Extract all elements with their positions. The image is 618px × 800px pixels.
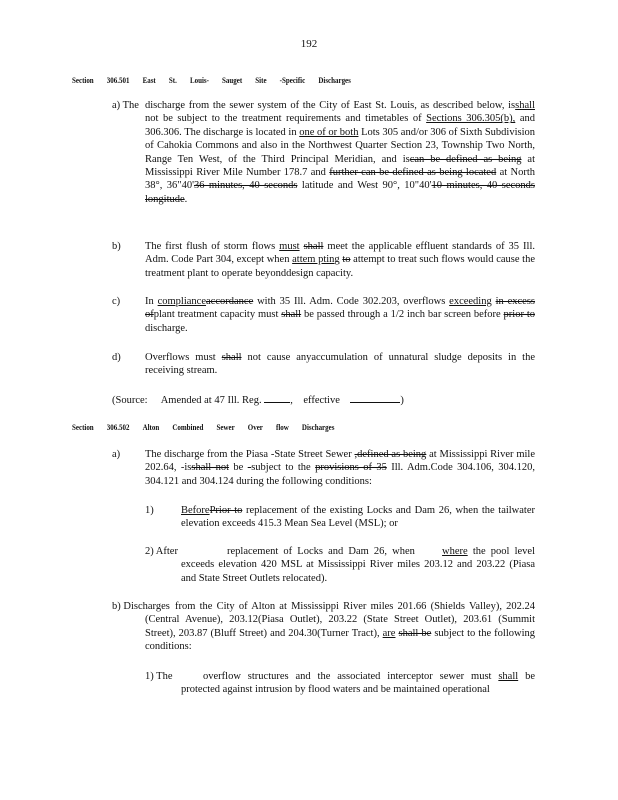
sub-502-a-marker: a) (112, 449, 121, 460)
text-run: overflow structures and the associated interceptor sewer must (203, 671, 499, 682)
text-run: discharge from the sewer system of the City of East St. Louis, as described below, is (145, 100, 516, 111)
paragraph-501-d (145, 351, 535, 378)
text-run: Ill. Adm.Code 304.106, 304.120, 304.121 and 304.124 during the following conditions: (145, 462, 536, 487)
deleted-text: shall be (398, 627, 432, 639)
deleted-text: in excess of (145, 296, 536, 321)
paragraph-501-c (145, 295, 535, 335)
inserted-text: shall (515, 100, 535, 111)
deleted-text: accordance (206, 296, 254, 307)
deleted-text: shall (281, 309, 302, 321)
deleted-text: can be defined as being (409, 153, 522, 165)
section-306-502-heading: Section 306.502 Alton Combined Sewer Over flow Discharges (72, 422, 335, 432)
text-run: replacement of Locks and Dam 26, when (227, 546, 421, 557)
inserted-text: must (279, 241, 300, 252)
paragraph-501-a (145, 99, 535, 206)
text-run: attempt to treat such flows would cause the treatment plant to operate beyonddesign capacity. (145, 254, 535, 279)
text-run: The discharge from the Piasa -State Street Sewer (145, 449, 355, 460)
text-run: the pool level exceeds elevation 420 MSL at Mississippi River miles 203.12 and 203.22 (Piasa and State Street Outlets relocated). (181, 546, 535, 584)
paragraph-502-b (145, 600, 535, 654)
reg-blank (264, 393, 290, 403)
sub-502-b-marker: b) Discharges (112, 601, 170, 612)
text-run: In (145, 296, 158, 307)
deleted-text: - (247, 462, 252, 474)
text-run: Lots 305 and/or 306 of Sixth Subdivision of Cahokia Commons and also in the Northwest Quarter Section 23, Township Two North, Range Ten West, of the Third Principal Meridian, and is (145, 126, 536, 165)
text-run: plant treatment capacity must (153, 309, 282, 321)
text-run: be (229, 462, 248, 474)
deleted-text: shall (303, 241, 324, 252)
sub-a-marker: a) The (112, 100, 139, 111)
inserted-text: attem pting (292, 254, 340, 266)
deleted-text: shall not (191, 462, 230, 474)
text-run: at Mississippi River Mile Number 178.7 and (145, 153, 535, 179)
effective-date-blank (350, 393, 400, 403)
text-run: replacement of the existing Locks and Dam 26, when the tailwater elevation exceeds 415.3 Mean Sea Level (MSL); or (181, 505, 536, 530)
inserted-text: shall (498, 671, 519, 682)
sub-502-a1-marker: 1) (145, 505, 154, 516)
inserted-text: compliance (157, 296, 207, 307)
paragraph-502-b1 (181, 670, 535, 697)
deleted-text: ,defined as being (354, 449, 427, 460)
sub-c-marker: c) (112, 296, 121, 307)
text-run: latitude and West 90°, 10"40' (297, 180, 432, 192)
deleted-text: provisions of 35 (315, 462, 387, 474)
deleted-text: longitude (145, 193, 185, 205)
inserted-text: one of or both (299, 126, 359, 138)
text-run: with 35 Ill. Adm. Code 302.203, overflows (253, 296, 450, 307)
inserted-text: Before (181, 505, 210, 516)
text-run: be passed through a 1/2 inch bar screen before (301, 309, 504, 321)
sub-b-marker: b) (112, 241, 121, 252)
deleted-text: 36 minutes, 40 seconds (193, 180, 298, 192)
source-note: (Source: Amended at 47 Ill. Reg. , effective ) (112, 395, 404, 406)
deleted-text: 10 minutes, 40 seconds (431, 180, 535, 192)
section-306-501-heading: Section 306.501 East St. Louis- Sauget Site -Specific Discharges (72, 75, 351, 85)
sub-502-b1-marker: 1) The (145, 671, 173, 682)
inserted-text: are (382, 627, 396, 639)
text-run: subject to the following conditions: (145, 627, 536, 653)
text-run: The first flush of storm flows (145, 241, 280, 252)
text-run: at Mississippi River mile 202.64, -is (145, 449, 535, 474)
paragraph-502-a (145, 448, 535, 488)
inserted-text: Sections 306.305(b), (426, 113, 516, 125)
sub-502-a2-marker: 2) After (145, 546, 178, 557)
paragraph-501-b (145, 240, 535, 280)
sub-d-marker: d) (112, 352, 121, 363)
text-run: at North 38°, 36"40' (145, 167, 535, 192)
text-run: Overflows must (145, 352, 222, 363)
text-run: . (184, 193, 188, 205)
text-run: not be subject to the treatment requirements and timetables of (145, 113, 427, 125)
inserted-text: exceeding (449, 296, 492, 307)
text-run: subject to the (251, 462, 316, 474)
page-number: 192 (300, 38, 318, 50)
text-run: from the City of Alton at Mississippi River miles 201.66 (Shields Valley), 202.24 (Central Avenue), 203.12(Piasa Outlet), 203.22 (State Street Outlet), 203.61 (Summit Street), 203.87 (Bluff Street) and 204.30(Turner Tract), (145, 601, 535, 639)
paragraph-502-a2 (181, 545, 535, 585)
text-run: be protected against intrusion by flood waters and be maintained operational (181, 671, 535, 696)
text-run: not cause anyaccumulation of unnatural sludge deposits in the receiving stream. (145, 352, 535, 377)
deleted-text: prior to (503, 309, 535, 321)
deleted-text: Prior to (209, 505, 243, 516)
text-run: discharge. (145, 322, 188, 334)
deleted-text: shall (221, 352, 242, 363)
text-run: meet the applicable effluent standards of 35 Ill. Adm. Code Part 304, except when (145, 241, 535, 266)
deleted-text: further can be defined as being located (329, 167, 497, 179)
paragraph-502-a1 (181, 504, 535, 531)
blank-inserted-text: where (442, 546, 468, 557)
text-run: and 306.306. The discharge is located in (145, 113, 535, 138)
deleted-text: to (342, 254, 351, 266)
